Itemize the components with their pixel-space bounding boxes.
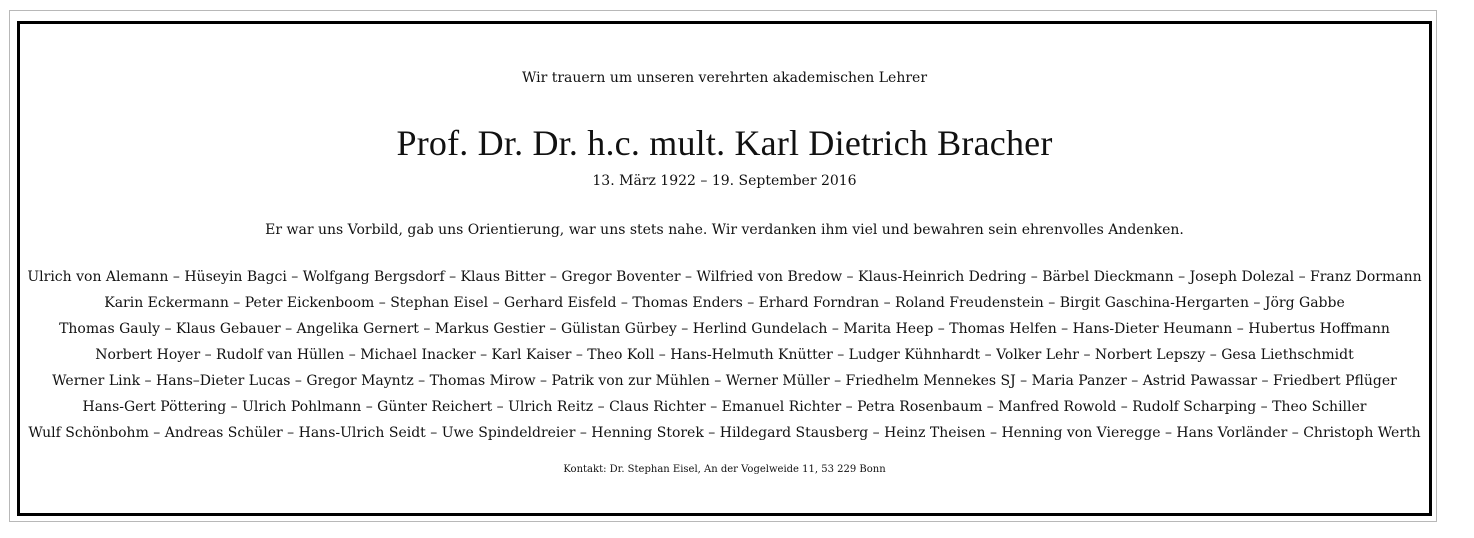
deceased-name: Prof. Dr. Dr. h.c. mult. Karl Dietrich Bracher [396,123,1053,163]
intro-text: Wir trauern um unseren verehrten akademischen Lehrer [521,70,928,86]
signatories-line: Hans-Gert Pöttering – Ulrich Pohlmann – Günter Reichert – Ulrich Reitz – Claus Richter – Emanuel Richter – Petra Rosenbaum – Manfred Rowold – Rudolf Scharping – Theo Schiller [82,399,1367,415]
signatories-list [20,264,1429,446]
signatories-line: Norbert Hoyer – Rudolf van Hüllen – Michael Inacker – Karl Kaiser – Theo Koll – Hans-Helmuth Knütter – Ludger Kühnhardt – Volker Lehr – Norbert Lepszy – Gesa Liethschmidt [95,347,1354,363]
signatories-line: Thomas Gauly – Klaus Gebauer – Angelika Gernert – Markus Gestier – Gülistan Gürbey – Herlind Gundelach – Marita Heep – Thomas Helfen – Hans-Dieter Heumann – Hubertus Hoffmann [59,321,1390,337]
signatories-line: Werner Link – Hans–Dieter Lucas – Gregor Mayntz – Thomas Mirow – Patrik von zur Mühlen – Werner Müller – Friedhelm Mennekes SJ – Maria Panzer – Astrid Pawassar – Friedbert Pflüger [52,373,1397,389]
tribute-text: Er war uns Vorbild, gab uns Orientierung, war uns stets nahe. Wir verdanken ihm viel und bewahren sein ehrenvolles Andenken. [265,222,1184,238]
life-dates: 13. März 1922 – 19. September 2016 [592,173,857,189]
signatories-line: Karin Eckermann – Peter Eickenboom – Stephan Eisel – Gerhard Eisfeld – Thomas Enders – Erhard Forndran – Roland Freudenstein – Birgit Gaschina-Hergarten – Jörg Gabbe [104,295,1345,311]
contact-line: Kontakt: Dr. Stephan Eisel, An der Vogelweide 11, 53 229 Bonn [563,464,886,475]
signatories-line: Ulrich von Alemann – Hüseyin Bagci – Wolfgang Bergsdorf – Klaus Bitter – Gregor Boventer – Wilfried von Bredow – Klaus-Heinrich Dedring – Bärbel Dieckmann – Joseph Dolezal – Franz Dormann [27,269,1422,285]
signatories-line: Wulf Schönbohm – Andreas Schüler – Hans-Ulrich Seidt – Uwe Spindeldreier – Henning Storek – Hildegard Stausberg – Heinz Theisen – Henning von Vieregge – Hans Vorländer – Christoph Werth [28,425,1421,441]
